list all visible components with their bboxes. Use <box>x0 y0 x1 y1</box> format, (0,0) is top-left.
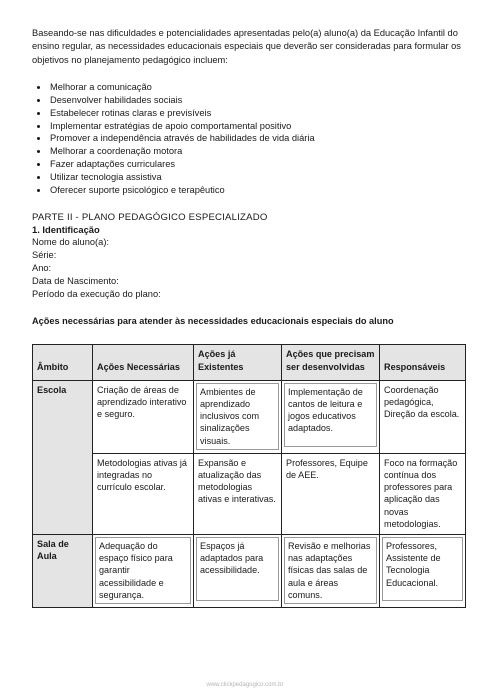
table-header-row <box>33 345 466 380</box>
table-cell <box>282 380 380 453</box>
list-item: • Fazer adaptações curriculares <box>49 158 466 171</box>
section-title: 1. Identificação <box>32 224 100 236</box>
list-item: • Melhorar a coordenação motora <box>49 145 466 158</box>
table-row <box>33 453 466 534</box>
field-series: Série: <box>32 250 57 261</box>
table-cell: Expansão e atualização das metodologias ativas e interativas. <box>194 453 282 534</box>
intro-paragraph: Baseando-se nas dificuldades e potencialidades apresentadas pelo(a) aluno(a) da Educação Infantil do ensino regular, as necessidades educacionais especiais que deverão ser consideradas para formular os objetivos no planejamento pedagógico incluem: <box>32 28 461 65</box>
footer-url: www.clickpedagogico.com.br <box>206 682 284 688</box>
field-year: Ano: <box>32 263 52 274</box>
list-item: • Promover a independência através de habilidades de vida diária <box>49 132 466 145</box>
table-cell <box>282 535 380 608</box>
table-row <box>33 535 466 608</box>
list-item: • Implementar estratégias de apoio comportamental positivo <box>49 120 466 133</box>
header-acoes-necessarias: Ações Necessárias <box>93 345 194 380</box>
field-student-name: Nome do aluno(a): <box>32 237 109 248</box>
list-item: • Utilizar tecnologia assistiva <box>49 171 466 184</box>
table-cell: Metodologias ativas já integradas no currículo escolar. <box>93 453 194 534</box>
table-cell: Coordenação pedagógica, Direção da escola. <box>380 380 466 453</box>
header-responsaveis: Responsáveis <box>380 345 466 380</box>
list-item: • Estabelecer rotinas claras e previsíveis <box>49 107 466 120</box>
table-row <box>33 380 466 453</box>
table-cell: Professores, Equipe de AEE. <box>282 453 380 534</box>
cell-box: Revisão e melhorias nas adaptações físicas das salas de aula e áreas comuns. <box>284 537 377 604</box>
header-acoes-desenvolver: Ações que precisam ser desenvolvidas <box>282 345 380 380</box>
cell-box: Adequação do espaço físico para garantir acessibilidade e segurança. <box>95 537 191 604</box>
goals-list <box>32 81 466 196</box>
actions-title: Ações necessárias para atender às necessidades educacionais especiais do aluno <box>32 316 394 327</box>
field-birth-date: Data de Nascimento: <box>32 276 119 287</box>
table-cell <box>194 380 282 453</box>
table-cell: Criação de áreas de aprendizado interativo e seguro. <box>93 380 194 453</box>
header-ambito: Âmbito <box>33 345 93 380</box>
cell-box: Espaços já adaptados para acessibilidade. <box>196 537 279 601</box>
actions-table <box>32 344 466 608</box>
cell-box: Implementação de cantos de leitura e jogos educativos adaptados. <box>284 383 377 447</box>
table-cell <box>93 535 194 608</box>
document-page <box>32 27 466 608</box>
list-item: • Melhorar a comunicação <box>49 81 466 94</box>
cell-box: Ambientes de aprendizado inclusivos com sinalizações visuais. <box>196 383 279 450</box>
table-cell: Foco na formação contínua dos professores para aplicação das novas metodologias. <box>380 453 466 534</box>
header-acoes-existentes: Ações já Existentes <box>194 345 282 380</box>
table-cell <box>380 535 466 608</box>
list-item: • Oferecer suporte psicológico e terapêutico <box>49 184 466 197</box>
part-title: PARTE II - PLANO PEDAGÓGICO ESPECIALIZADO <box>32 212 268 224</box>
cell-box: Professores, Assistente de Tecnologia Educacional. <box>382 537 463 601</box>
table-cell <box>194 535 282 608</box>
ambito-cell: Escola <box>33 380 93 534</box>
field-plan-period: Período da execução do plano: <box>32 289 161 300</box>
list-item: • Desenvolver habilidades sociais <box>49 94 466 107</box>
ambito-cell: Sala de Aula <box>33 535 93 608</box>
